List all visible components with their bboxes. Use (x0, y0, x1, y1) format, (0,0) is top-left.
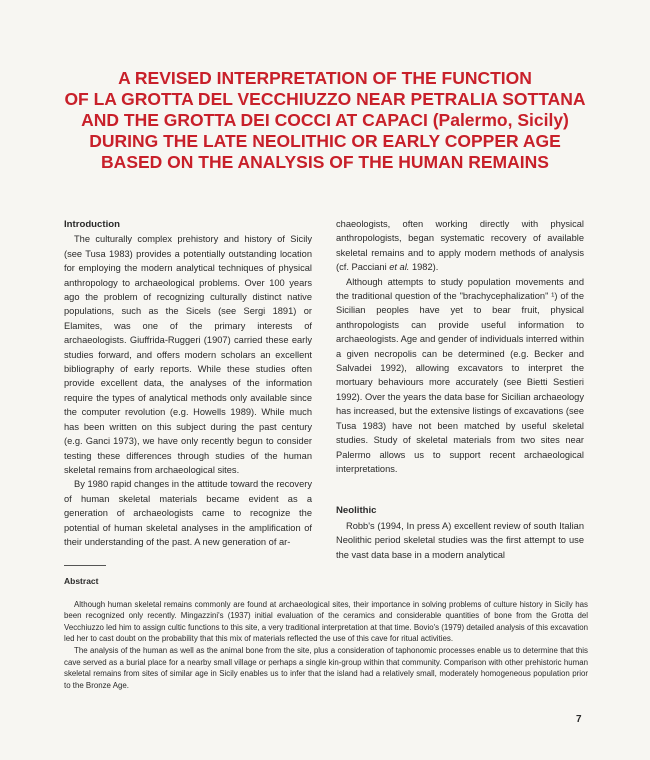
left-column (64, 218, 312, 549)
neolithic-paragraph-1: Robb's (1994, In press A) excellent review of south Italian Neolithic period skeletal studies was the first attempt to use the vast data base in a modern analytical (336, 520, 584, 560)
page-number: 7 (576, 714, 582, 725)
abstract-paragraph-2: The analysis of the human as well as the animal bone from the site, plus a consideration of taphonomic processes enable us to determine that this cave served as a burial place for a nearby small village or perhaps a single kin-group within that community. Comparison with other prehistoric human skeletal remains from sites of similar age in Sicily enables us to infer that the island had a relatively small, moderately homogeneous population prior to the Bronze Age. (64, 645, 588, 690)
abstract-divider (64, 565, 106, 566)
abstract-heading: Abstract (64, 576, 99, 586)
title-line-4: DURING THE LATE NEOLITHIC OR EARLY COPPER AGE (89, 131, 561, 151)
title-line-3: AND THE GROTTA DEI COCCI AT CAPACI (Palermo, Sicily) (81, 110, 569, 130)
et-al-text: et al. (389, 262, 410, 273)
right-paragraph-1-end: 1982). (409, 262, 439, 273)
introduction-heading: Introduction (64, 219, 120, 230)
title-line-1: A REVISED INTERPRETATION OF THE FUNCTION (118, 68, 532, 88)
right-paragraph-2: Although attempts to study population movements and the traditional question of the "brachycephalization" ¹) of the Sicilian peoples have yet to bear fruit, physical anthropologists can provide useful information to archaeologists. Age and gender of individuals interred within a given necropolis can be determined (e.g. Becker and Salvadei 1992), allowing excavators to interpret the mortuary behaviours more accurately (see Bietti Sestieri 1992). Over the years the data base for Sicilian archaeology has increased, but the extensive listings of excavations (see Tusa 1983) have not been matched by useful skeletal studies. Study of skeletal materials from two sites near Palermo allows us to support recent archaeological interpretations. (336, 276, 584, 474)
intro-paragraph-2: By 1980 rapid changes in the attitude toward the recovery of human skeletal materials became evident as a generation of archaeologists came to recognize the potential of human skeletal analyses in the amplification of their understanding of the past. A new generation of ar- (64, 479, 312, 547)
title-line-2: OF LA GROTTA DEL VECCHIUZZO NEAR PETRALIA SOTTANA (64, 89, 586, 109)
abstract-section (64, 576, 588, 691)
neolithic-heading: Neolithic (336, 505, 377, 517)
abstract-paragraph-1: Although human skeletal remains commonly are found at archaeological sites, their importance in solving problems of culture history in Sicily has been recognized only recently. Mingazzini's (1937) initial evaluation of the ceramics and considerable quantities of bone from the Grotta del Vecchiuzzo led him to assign cultic functions to this site, a very traditional interpretation at that time. Bovio's (1979) detailed analysis of this excavation led her to cast doubt on the probability that this mix of materials reflected the use of this cave for ritual activities. (64, 599, 588, 644)
intro-paragraph-1: The culturally complex prehistory and history of Sicily (see Tusa 1983) provides a potentially outstanding location for employing the modern analytical techniques of physical anthropology to archaeological problems. Over 100 years ago the problem of recognizing culturally distinct native populations, such as the Sicels (see Sergi 1891) or Elamites, was one of the primary interests of archaeologists. Giuffrida-Ruggeri (1907) carried these early studies forward, and offers modern scholars an excellent bibliography of early reports. While these studies often provide excellent data, the analyses of the information require the types of analytical methods only available since the computer revolution (e.g. Howells 1989). While much has been written on this subject during the past century (e.g. Ganci 1973), we have only recently begun to consider testing these differences through studies of the human skeletal remains from archaeological sites. (64, 234, 312, 475)
right-paragraph-1-text: chaeologists, often working directly with physical anthropologists, began systematic recovery of available skeletal remains and to apply modern methods of analysis (cf. Pacciani (336, 219, 584, 273)
article-title (40, 68, 610, 173)
right-paragraph-1 (336, 217, 584, 275)
right-column (336, 217, 584, 562)
title-line-5: BASED ON THE ANALYSIS OF THE HUMAN REMAINS (101, 152, 549, 172)
